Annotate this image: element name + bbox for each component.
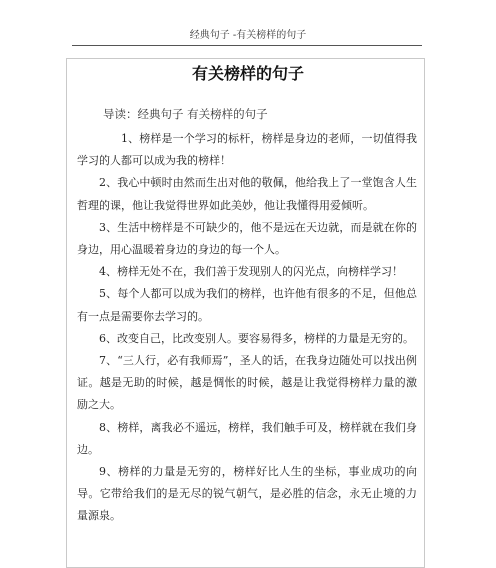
paragraph-7: 7、“三人行，必有我师焉”，圣人的话，在我身边随处可以找出例证。越是无助的时候，越是惆怅的时候，越是让我觉得榜样力量的激励之大。 bbox=[77, 354, 417, 412]
paragraph-6: 6、改变自己，比改变别人。要容易得多，榜样的力量是无穷的。 bbox=[99, 331, 414, 345]
document-title: 有关榜样的句子 bbox=[191, 64, 304, 83]
header-rule bbox=[72, 45, 422, 46]
paragraph-5: 5、每个人都可以成为我们的榜样，也许他有很多的不足，但他总有一点是需要你去学习的。 bbox=[77, 287, 417, 323]
document-body bbox=[77, 128, 417, 528]
paragraph-3: 3、生活中榜样是不可缺少的，他不是远在天边就，而是就在你的身边，用心温暖着身边的身边的每一个人。 bbox=[77, 220, 417, 257]
paragraph-9: 9、榜样的力量是无穷的，榜样好比人生的坐标，事业成功的向导。它带给我们的是无尽的锐气朝气，是必胜的信念，永无止境的力量源泉。 bbox=[77, 465, 417, 523]
paragraph-2: 2、我心中顿时由然而生出对他的敬佩，他给我上了一堂饱含人生哲理的课，他让我觉得世界如此美妙，他让我懂得用爱倾听。 bbox=[77, 176, 417, 212]
intro-line: 导读：经典句子 有关榜样的句子 bbox=[103, 107, 268, 121]
paragraph-1: 1、榜样是一个学习的标杆，榜样是身边的老师，一切值得我学习的人都可以成为我的榜样！ bbox=[77, 132, 417, 168]
paragraph-8: 8、榜样，离我必不遥远，榜样，我们触手可及，榜样就在我们身边。 bbox=[77, 420, 417, 456]
running-header: 经典句子 -有关榜样的句子 bbox=[189, 30, 307, 41]
paragraph-4: 4、榜样无处不在，我们善于发现别人的闪光点，向榜样学习！ bbox=[99, 265, 403, 279]
